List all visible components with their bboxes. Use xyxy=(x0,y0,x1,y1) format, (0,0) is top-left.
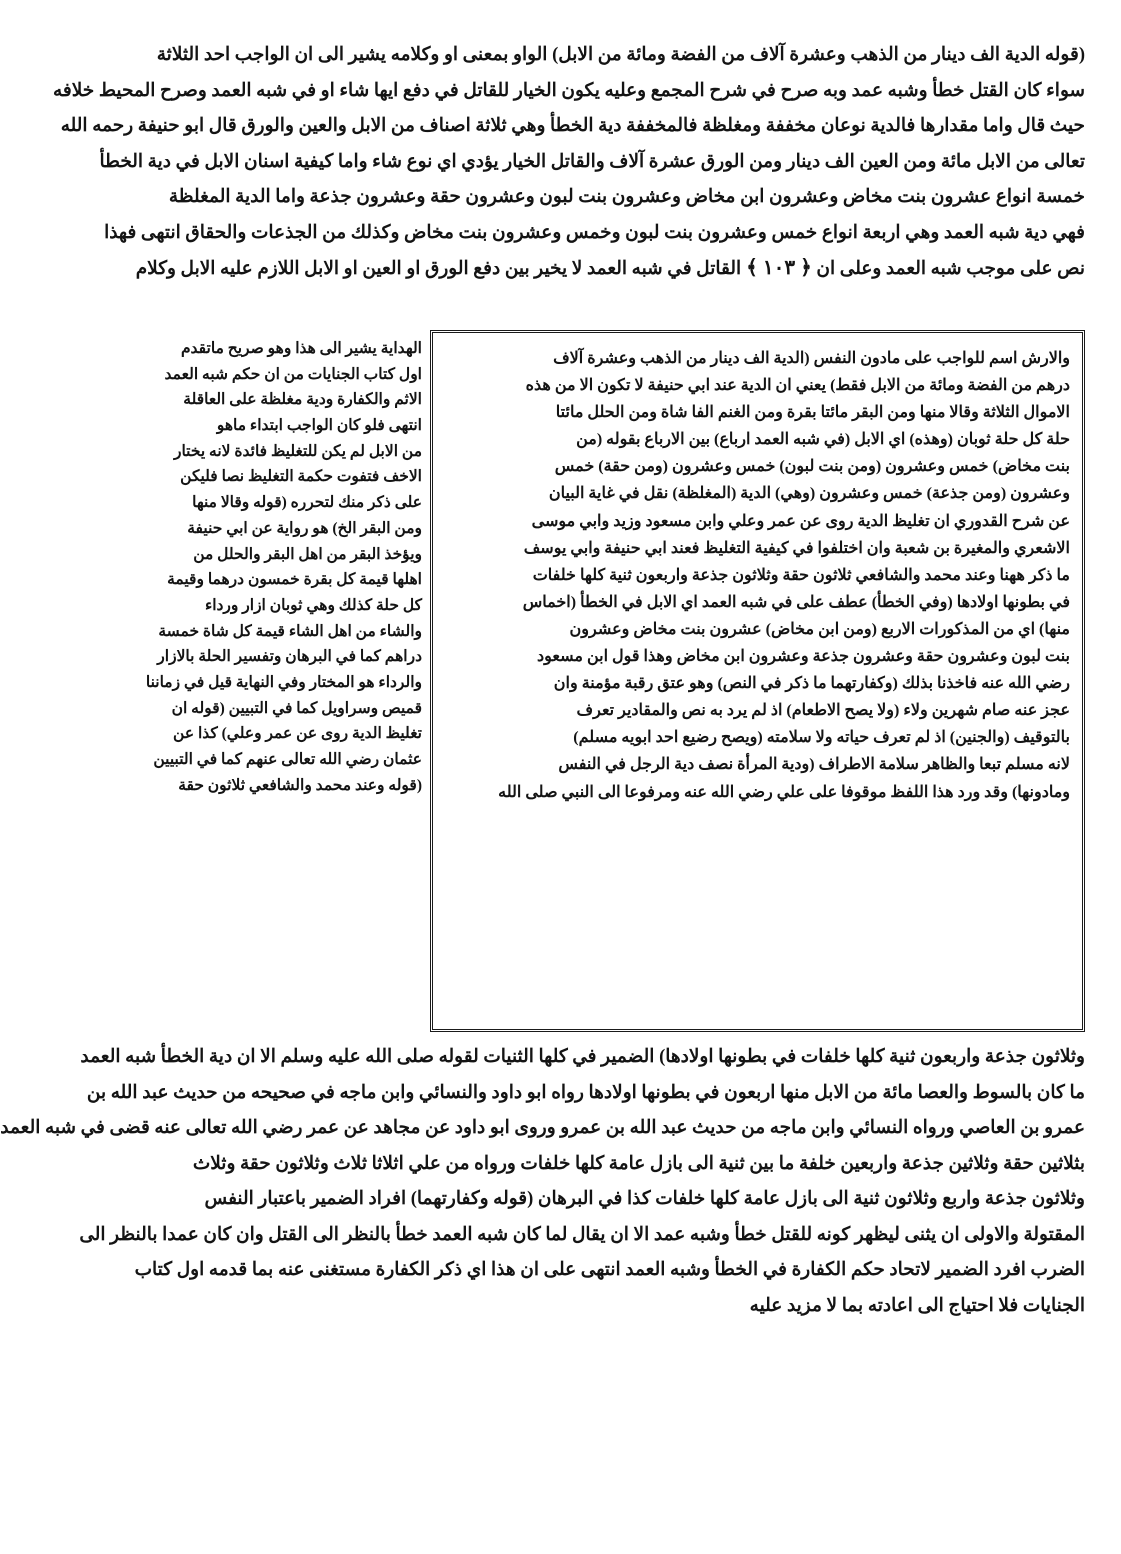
side-commentary-line: (قوله وعند محمد والشافعي ثلاثون حقة xyxy=(178,776,422,794)
matn-line: بنت لبون وعشرون حقة وعشرون جذعة وعشرون ابن مخاض وهذا قول ابن مسعود xyxy=(536,648,1070,666)
side-commentary-line: والرداء هو المختار وفي النهاية قيل في زماننا xyxy=(145,673,422,691)
matn-line: منها) اي من المذكورات الاربع (ومن ابن مخاض) عشرون بنت مخاض وعشرون xyxy=(569,620,1070,638)
page-number-value: ١٠٣ xyxy=(762,257,796,279)
commentary-line: المقتولة والاولى ان يثنى ليظهر كونه للقتل خطأ وشبه عمد الا ان يقال لما كان شبه العمد خطأ بالنظر الى القتل وان كان عمدا بالنظر الى xyxy=(79,1224,1085,1245)
commentary-fragment: نص على موجب شبه العمد وعلى ان xyxy=(816,259,1085,279)
commentary-line: ما كان بالسوط والعصا مائة من الابل منها اربعون في بطونها اولادها رواه ابو داود والنسائي وابن ماجه في صحيحه من حديث عبد الله بن xyxy=(86,1082,1085,1103)
commentary-line: بثلاثين حقة وثلاثين جذعة واربعين خلفة ما بين ثنية الى بازل عامة كلها خلفات ورواه من علي اثلاثا ثلاث وثلاثون حقة وثلاث xyxy=(192,1153,1085,1174)
side-commentary-line: اهلها قيمة كل بقرة خمسون درهما وقيمة xyxy=(167,571,422,589)
commentary-line: الضرب افرد الضمير لاتحاد حكم الكفارة في الخطأ وشبه العمد انتهى على ان هذا اي ذكر الكفارة مستغنى عنه بما قدمه اول كتاب xyxy=(134,1260,1085,1280)
side-commentary-line: كل حلة كذلك وهي ثوبان ازار ورداء xyxy=(204,596,422,614)
commentary-line: (قوله الدية الف دينار من الذهب وعشرة آلاف من الفضة ومائة من الابل) الواو بمعنى او وكلامه يشير الى ان الواجب احد الثلاثة xyxy=(156,45,1085,65)
side-commentary-line: ومن البقر الخ) هو رواية عن ابي حنيفة xyxy=(187,519,422,537)
side-commentary-line: من الابل لم يكن للتغليظ فائدة لانه يختار xyxy=(173,442,422,460)
commentary-line: سواء كان القتل خطأ وشبه عمد وبه صرح في شرح المجمع وعليه يكون الخيار للقاتل في دفع ايها شاء او في شبه العمد وصرح المحيط خلافه xyxy=(52,80,1085,101)
side-commentary-line: الاخف فتفوت حكمة التغليظ نصا فليكن xyxy=(180,468,422,486)
matn-line: عن شرح القدوري ان تغليظ الدية روى عن عمر وعلي وابن مسعود وزيد وابي موسى xyxy=(531,512,1070,530)
commentary-line: وثلاثون جذعة واربعون ثنية كلها خلفات في بطونها اولادها) الضمير في كلها الثنيات لقوله صلى الله عليه وسلم الا ان دية الخطأ شبه العمد xyxy=(80,1047,1085,1067)
commentary-line: عمرو بن العاصي ورواه النسائي وابن ماجه من حديث عبد الله بن عمرو وروى ابو داود عن مجاهد عن عمر رضي الله تعالى عنه قضى في شبه العمد xyxy=(0,1118,1085,1138)
matn-line: حلة كل حلة ثوبان (وهذه) اي الابل (في شبه العمد ارباع) بين الارباع بقوله (من xyxy=(576,431,1070,449)
matn-line: رضي الله عنه فاخذنا بذلك (وكفارتهما ما ذكر في النص) وهو عتق رقبة مؤمنة وان xyxy=(553,675,1070,693)
commentary-line: حيث قال واما مقدارها فالدية نوعان مخففة ومغلظة فالمخففة دية الخطأ وهي ثلاثة اصناف من الابل والعين والورق قال ابو حنيفة رحمه الله xyxy=(60,116,1085,136)
matn-line: الاشعري والمغيرة بن شعبة وان اختلفوا في كيفية التغليظ فعند ابي حنيفة وابي يوسف xyxy=(523,539,1070,557)
matn-line: وعشرون (ومن جذعة) خمس وعشرون (وهي) الدية (المغلظة) نقل في غاية البيان xyxy=(548,485,1070,503)
side-commentary-line: قميص وسراويل كما في التبيين (قوله ان xyxy=(171,699,422,717)
commentary-side-column xyxy=(145,336,422,798)
matn-line: والارش اسم للواجب على مادون النفس (الدية الف دينار من الذهب وعشرة آلاف xyxy=(553,350,1070,367)
matn-text-box xyxy=(430,330,1085,1032)
side-commentary-line: على ذكر منك لتحرره (قوله وقالا منها xyxy=(192,494,422,512)
matn-line: لانه مسلم تبعا والظاهر سلامة الاطراف (ودية المرأة نصف دية الرجل في النفس xyxy=(558,756,1070,774)
commentary-bottom-block xyxy=(0,1040,1085,1324)
commentary-line-with-page-number xyxy=(135,251,1085,287)
commentary-fragment: القاتل في شبه العمد لا يخير بين دفع الورق او العين او الابل اللازم عليه الابل وكلام xyxy=(135,259,742,279)
matn-line: الاموال الثلاثة وقالا منها ومن البقر مائتا بقرة ومن الغنم الفا شاة ومن الحلل مائتا xyxy=(555,404,1070,422)
commentary-line: تعالى من الابل مائة ومن العين الف دينار ومن الورق عشرة آلاف والقاتل الخيار يؤدي اي نوع شاء واما كيفية اسنان الابل في دية الخطأ xyxy=(99,151,1085,172)
side-commentary-line: ويؤخذ البقر من اهل البقر والحلل من xyxy=(193,545,422,563)
side-commentary-line: الاثم والكفارة ودية مغلظة على العاقلة xyxy=(183,391,422,409)
page-number: ﴿ ١٠٣ ﴾ xyxy=(741,257,812,279)
matn-line: بالتوقيف (والجنين) اذ لم تعرف حياته ولا سلامته (ويصح رضيع احد ابويه مسلم) xyxy=(573,729,1070,747)
matn-line: درهم من الفضة ومائة من الابل فقط) يعني ان الدية عند ابي حنيفة لا تكون الا من هذه xyxy=(525,377,1070,395)
commentary-top-block xyxy=(52,38,1085,287)
side-commentary-line: تغليظ الدية روى عن عمر وعلي) كذا عن xyxy=(173,725,422,743)
side-commentary-line: عثمان رضي الله تعالى عنهم كما في التبيين xyxy=(153,751,422,768)
matn-line: ومادونها) وقد ورد هذا اللفظ موقوفا على علي رضي الله عنه ومرفوعا الى النبي صلى الله xyxy=(498,783,1070,801)
commentary-line: الجنايات فلا احتياج الى اعادته بما لا مزيد عليه xyxy=(749,1295,1085,1316)
matn-line: في بطونها اولادها (وفي الخطأ) عطف على في شبه العمد اي الابل في الخطأ (اخماس xyxy=(522,593,1070,611)
side-commentary-line: والشاء من اهل الشاء قيمة كل شاة خمسة xyxy=(158,622,422,640)
side-commentary-line: الهداية يشير الى هذا وهو صريح ماتقدم xyxy=(180,340,422,357)
matn-line: عجز عنه صام شهرين ولاء (ولا يصح الاطعام) اذ لم يرد به نص والمقادير تعرف xyxy=(576,702,1070,720)
side-commentary-line: دراهم كما في البرهان وتفسير الحلة بالازار xyxy=(157,648,422,666)
commentary-line: خمسة انواع عشرون بنت مخاض وعشرون ابن مخاض وعشرون بنت لبون وعشرون حقة وعشرون جذعة واما الدية المغلظة xyxy=(168,187,1085,207)
commentary-line: وثلاثون جذعة واربع وثلاثون ثنية الى بازل عامة كلها خلفات كذا في البرهان (قوله وكفارتهما) افراد الضمير باعتبار النفس xyxy=(204,1189,1085,1209)
commentary-line: فهي دية شبه العمد وهي اربعة انواع خمس وعشرون بنت لبون وخمس وعشرون بنت مخاض وكذلك من الجذعات والحقاق انتهى فهذا xyxy=(104,222,1085,243)
side-commentary-line: انتهى فلو كان الواجب ابتداء ماهو xyxy=(216,417,422,435)
matn-line: بنت مخاض) خمس وعشرون (ومن بنت لبون) خمس وعشرون (ومن حقة) خمس xyxy=(554,458,1070,476)
matn-line: ما ذكر ههنا وعند محمد والشافعي ثلاثون حقة وثلاثون جذعة واربعون ثنية كلها خلفات xyxy=(532,566,1070,584)
side-commentary-line: اول كتاب الجنايات من ان حكم شبه العمد xyxy=(164,365,422,383)
